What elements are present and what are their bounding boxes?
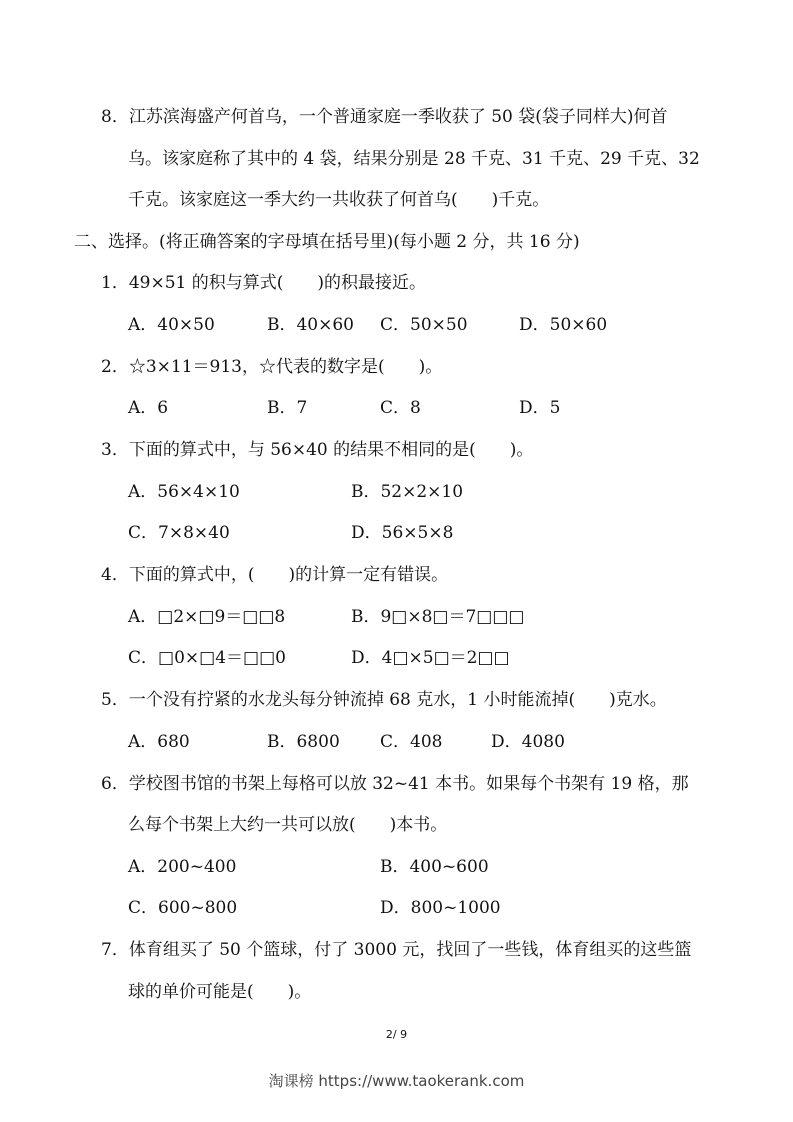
q6-option-a: A．200~400 xyxy=(128,857,237,877)
q7-stem-line-2: 球的单价可能是( )。 xyxy=(128,982,312,1002)
q4-option-c: C．□0×□4＝□□0 xyxy=(128,648,286,668)
q6-stem-line-1: 6．学校图书馆的书架上每格可以放 32~41 本书。如果每个书架有 19 格，那 xyxy=(101,774,689,794)
q5-stem: 5．一个没有拧紧的水龙头每分钟流掉 68 克水，1 小时能流掉( )克水。 xyxy=(101,690,667,710)
q8-line-3: 千克。该家庭这一季大约一共收获了何首乌( )千克。 xyxy=(128,190,550,210)
q3-stem: 3．下面的算式中，与 56×40 的结果不相同的是( )。 xyxy=(101,440,534,460)
q4-option-d: D．4□×5□＝2□□ xyxy=(351,648,510,668)
q2-option-c: C．8 xyxy=(380,398,421,418)
q2-option-d: D．5 xyxy=(519,398,561,418)
q1-option-d: D．50×60 xyxy=(519,315,608,335)
footer-watermark: 淘课榜 https://www.taokerank.com xyxy=(268,1072,525,1090)
q7-stem-line-1: 7．体育组买了 50 个篮球，付了 3000 元，找回了一些钱，体育组买的这些篮 xyxy=(101,940,692,960)
q6-stem-line-2: 么每个书架上大约一共可以放( )本书。 xyxy=(128,815,448,835)
section-2-heading: 二、选择。(将正确答案的字母填在括号里)(每小题 2 分，共 16 分) xyxy=(74,232,580,252)
q6-option-d: D．800~1000 xyxy=(380,898,501,918)
q1-option-a: A．40×50 xyxy=(128,315,215,335)
page-number: 2/ 9 xyxy=(385,1028,408,1041)
q1-option-c: C．50×50 xyxy=(380,315,468,335)
q1-stem: 1．49×51 的积与算式( )的积最接近。 xyxy=(101,273,426,293)
q8-line-2: 乌。该家庭称了其中的 4 袋，结果分别是 28 千克、31 千克、29 千克、32 xyxy=(128,149,700,169)
q6-option-c: C．600~800 xyxy=(128,898,238,918)
q3-option-c: C．7×8×40 xyxy=(128,523,230,543)
q5-option-a: A．680 xyxy=(128,732,190,752)
q1-option-b: B．40×60 xyxy=(267,315,355,335)
q8-line-1: 8．江苏滨海盛产何首乌，一个普通家庭一季收获了 50 袋(袋子同样大)何首 xyxy=(101,107,668,127)
q5-option-b: B．6800 xyxy=(267,732,340,752)
q4-stem: 4．下面的算式中，( )的计算一定有错误。 xyxy=(101,565,449,585)
q5-option-d: D．4080 xyxy=(491,732,565,752)
q2-option-b: B．7 xyxy=(267,398,308,418)
q5-option-c: C．408 xyxy=(380,732,443,752)
q4-option-a: A．□2×□9＝□□8 xyxy=(128,607,286,627)
q3-option-a: A．56×4×10 xyxy=(128,482,240,502)
q4-option-b: B．9□×8□＝7□□□ xyxy=(351,607,525,627)
q6-option-b: B．400~600 xyxy=(380,857,489,877)
q3-option-d: D．56×5×8 xyxy=(351,523,454,543)
q3-option-b: B．52×2×10 xyxy=(351,482,464,502)
q2-option-a: A．6 xyxy=(128,398,169,418)
q2-stem: 2．☆3×11＝913，☆代表的数字是( )。 xyxy=(101,357,443,377)
